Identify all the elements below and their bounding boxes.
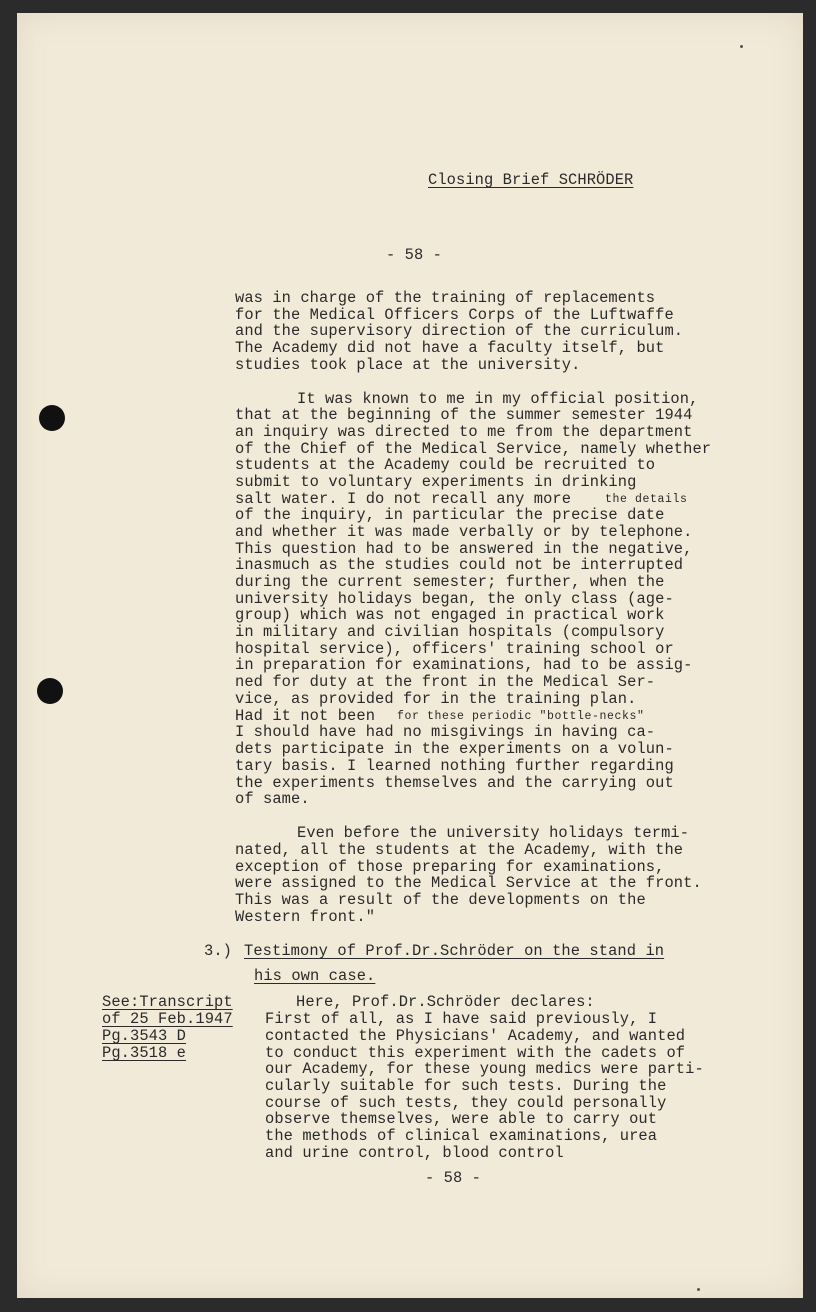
margin-reference: See:Transcript [102, 993, 233, 1011]
text-line: salt water. I do not recall any more [235, 490, 572, 508]
text-line: observe themselves, were able to carry out [265, 1110, 658, 1128]
margin-reference: Pg.3518 e [102, 1044, 187, 1062]
text-line: Even before the university holidays termi- [297, 824, 690, 842]
text-line: was in charge of the training of replacements [235, 289, 656, 307]
page-number-top: - 58 - [386, 246, 443, 264]
text-line: ned for duty at the front in the Medical Ser- [235, 673, 656, 691]
text-line: were assigned to the Medical Service at the front. [235, 874, 702, 892]
text-line: studies took place at the university. [235, 356, 581, 374]
punch-hole [37, 678, 63, 704]
text-line: an inquiry was directed to me from the department [235, 423, 693, 441]
text-line: and urine control, blood control [265, 1144, 564, 1162]
text-line: cularly suitable for such tests. During the [265, 1077, 667, 1095]
text-line: our Academy, for these young medics were parti- [265, 1060, 704, 1078]
text-line: I should have had no misgivings in having ca- [235, 723, 656, 741]
text-line: The Academy did not have a faculty itself, but [235, 339, 665, 357]
text-line: the experiments themselves and the carrying out [235, 774, 674, 792]
text-line: dets participate in the experiments on a volun- [235, 740, 674, 758]
text-line: vice, as provided for in the training plan. [235, 690, 637, 708]
text-line: for the Medical Officers Corps of the Luftwaffe [235, 306, 674, 324]
text-line: of same. [235, 790, 310, 808]
text-line: This question had to be answered in the negative, [235, 540, 693, 558]
text-line: that at the beginning of the summer semester 1944 [235, 406, 693, 424]
text-line: nated, all the students at the Academy, with the [235, 841, 684, 859]
text-line: and whether it was made verbally or by telephone. [235, 523, 693, 541]
text-line: hospital service), officers' training school or [235, 640, 674, 658]
section-number: 3.) [204, 942, 233, 960]
text-line: of the inquiry, in particular the precise date [235, 506, 665, 524]
paper-speck [740, 45, 743, 48]
text-line: university holidays began, the only class (age- [235, 590, 674, 608]
margin-reference: of 25 Feb.1947 [102, 1010, 233, 1028]
section-heading: his own case. [254, 967, 376, 985]
text-line: contacted the Physicians' Academy, and wanted [265, 1027, 686, 1045]
text-line: exception of those preparing for examinations, [235, 858, 665, 876]
inserted-text: for these periodic "bottle-necks" [397, 710, 645, 723]
text-line: to conduct this experiment with the cadets of [265, 1044, 686, 1062]
inserted-text: the details [605, 493, 688, 506]
text-line: submit to voluntary experiments in drinking [235, 473, 637, 491]
text-line: of the Chief of the Medical Service, namely whether [235, 440, 712, 458]
text-line: in military and civilian hospitals (compulsory [235, 623, 665, 641]
text-line: It was known to me in my official position, [297, 390, 699, 408]
text-line: inasmuch as the studies could not be interrupted [235, 556, 684, 574]
text-line: students at the Academy could be recruited to [235, 456, 656, 474]
text-line: Western front." [235, 908, 376, 926]
text-line: during the current semester; further, when the [235, 573, 665, 591]
text-line: the methods of clinical examinations, urea [265, 1127, 658, 1145]
page-title: Closing Brief SCHRÖDER [428, 171, 634, 189]
margin-reference: Pg.3543 D [102, 1027, 187, 1045]
text-line: Here, Prof.Dr.Schröder declares: [296, 993, 595, 1011]
text-line: in preparation for examinations, had to be assig- [235, 656, 693, 674]
section-heading: Testimony of Prof.Dr.Schröder on the stand in [244, 942, 665, 960]
text-line: tary basis. I learned nothing further regarding [235, 757, 674, 775]
page-number-bottom: - 58 - [425, 1169, 482, 1187]
text-line: This was a result of the developments on the [235, 891, 646, 909]
text-line: course of such tests, they could personally [265, 1094, 667, 1112]
text-line: and the supervisory direction of the curriculum. [235, 322, 684, 340]
punch-hole [39, 405, 65, 431]
paper-speck [697, 1288, 700, 1291]
text-line: First of all, as I have said previously, I [265, 1010, 658, 1028]
text-line: group) which was not engaged in practical work [235, 606, 665, 624]
text-line: Had it not been [235, 707, 376, 725]
